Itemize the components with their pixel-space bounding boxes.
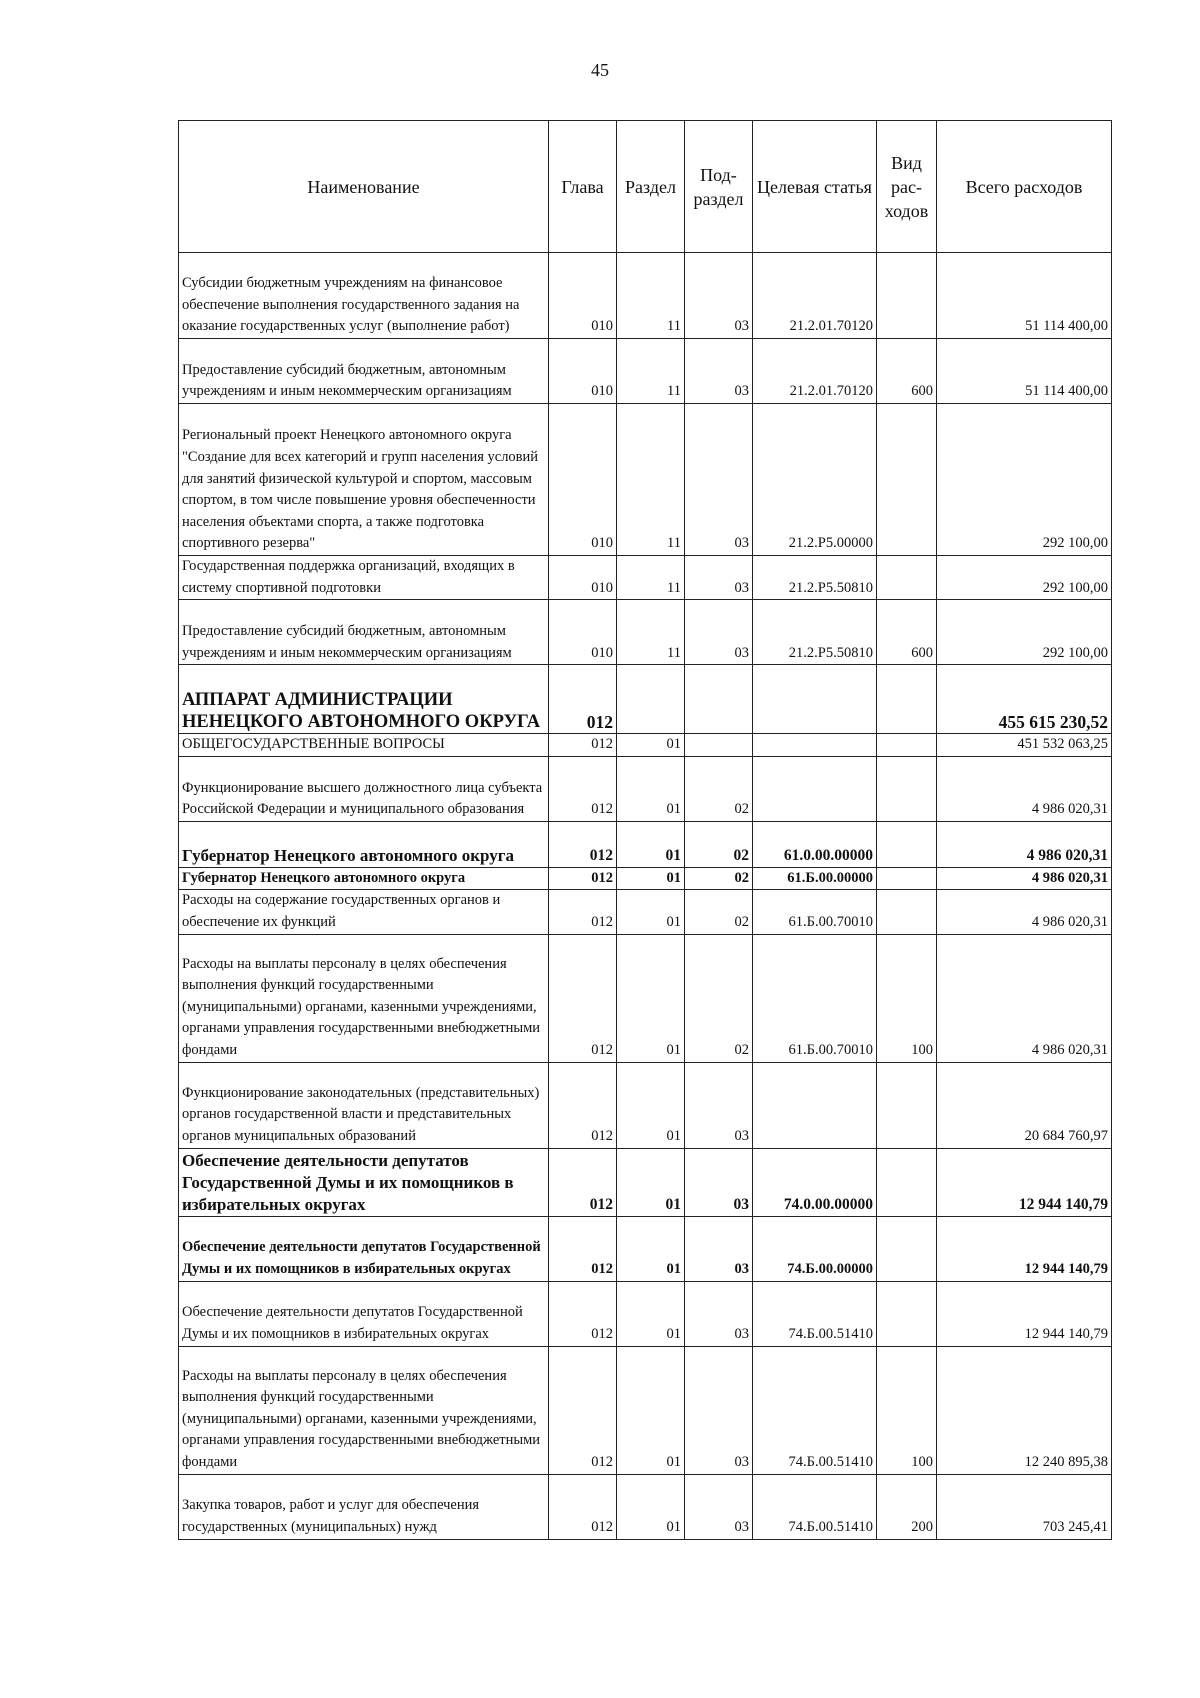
row-target: 61.Б.00.70010 xyxy=(753,934,877,1062)
table-row xyxy=(179,890,1112,934)
row-total: 12 240 895,38 xyxy=(937,1346,1112,1474)
row-target xyxy=(753,756,877,821)
row-target: 21.2.P5.50810 xyxy=(753,600,877,665)
row-subsection: 03 xyxy=(685,1216,753,1281)
header-chapter: Глава xyxy=(549,121,617,253)
row-chapter: 012 xyxy=(549,934,617,1062)
row-name: Губернатор Ненецкого автономного округа xyxy=(179,821,549,867)
table-row xyxy=(179,556,1112,600)
row-name: Расходы на выплаты персоналу в целях обеспечения выполнения функций государственными (муниципальными) органами, казенными учреждениями, органами управления государственными внебюджетными фондами xyxy=(179,1346,549,1474)
table-row xyxy=(179,1216,1112,1281)
row-total: 4 986 020,31 xyxy=(937,756,1112,821)
row-name: Губернатор Ненецкого автономного округа xyxy=(179,867,549,890)
table-row xyxy=(179,934,1112,1062)
row-type xyxy=(877,756,937,821)
row-subsection: 02 xyxy=(685,756,753,821)
row-subsection: 02 xyxy=(685,867,753,890)
row-chapter: 012 xyxy=(549,756,617,821)
row-chapter: 012 xyxy=(549,890,617,934)
table-row xyxy=(179,665,1112,734)
row-chapter: 010 xyxy=(549,339,617,404)
row-name: Обеспечение деятельности депутатов Государственной Думы и их помощников в избирательных округах xyxy=(179,1216,549,1281)
row-type: 100 xyxy=(877,934,937,1062)
table-header xyxy=(179,121,1112,253)
page-number: 45 xyxy=(591,60,609,80)
row-type: 600 xyxy=(877,600,937,665)
row-section: 11 xyxy=(617,556,685,600)
row-subsection: 03 xyxy=(685,1062,753,1148)
row-name: Расходы на выплаты персоналу в целях обеспечения выполнения функций государственными (муниципальными) органами, казенными учреждениями, органами управления государственными внебюджетными фондами xyxy=(179,934,549,1062)
row-subsection: 03 xyxy=(685,1346,753,1474)
row-section: 01 xyxy=(617,867,685,890)
row-target: 21.2.P5.00000 xyxy=(753,404,877,556)
row-type: 600 xyxy=(877,339,937,404)
row-chapter: 012 xyxy=(549,734,617,757)
row-type: 100 xyxy=(877,1346,937,1474)
row-section: 01 xyxy=(617,1148,685,1216)
row-total: 4 986 020,31 xyxy=(937,821,1112,867)
row-type xyxy=(877,556,937,600)
row-chapter: 010 xyxy=(549,404,617,556)
row-target: 74.Б.00.51410 xyxy=(753,1346,877,1474)
row-target xyxy=(753,665,877,734)
row-total: 12 944 140,79 xyxy=(937,1216,1112,1281)
row-chapter: 010 xyxy=(549,253,617,339)
row-section: 01 xyxy=(617,1474,685,1539)
row-target: 61.Б.00.00000 xyxy=(753,867,877,890)
row-name: Предоставление субсидий бюджетным, автономным учреждениям и иным некоммерческим организациям xyxy=(179,339,549,404)
row-total: 4 986 020,31 xyxy=(937,890,1112,934)
row-target: 21.2.P5.50810 xyxy=(753,556,877,600)
row-total: 455 615 230,52 xyxy=(937,665,1112,734)
row-total: 51 114 400,00 xyxy=(937,339,1112,404)
row-section: 01 xyxy=(617,1062,685,1148)
row-section: 01 xyxy=(617,1216,685,1281)
row-section: 01 xyxy=(617,734,685,757)
row-type xyxy=(877,1062,937,1148)
row-name: Закупка товаров, работ и услуг для обеспечения государственных (муниципальных) нужд xyxy=(179,1474,549,1539)
table-row xyxy=(179,1281,1112,1346)
row-chapter: 012 xyxy=(549,1216,617,1281)
row-name: Государственная поддержка организаций, входящих в систему спортивной подготовки xyxy=(179,556,549,600)
row-subsection: 03 xyxy=(685,600,753,665)
row-total: 703 245,41 xyxy=(937,1474,1112,1539)
table-row xyxy=(179,253,1112,339)
row-chapter: 012 xyxy=(549,1346,617,1474)
table-row xyxy=(179,867,1112,890)
row-type xyxy=(877,1216,937,1281)
row-target: 21.2.01.70120 xyxy=(753,253,877,339)
table-row xyxy=(179,734,1112,757)
row-type xyxy=(877,1148,937,1216)
row-target: 74.Б.00.00000 xyxy=(753,1216,877,1281)
table-row xyxy=(179,404,1112,556)
row-type xyxy=(877,734,937,757)
row-target: 74.Б.00.51410 xyxy=(753,1474,877,1539)
row-chapter: 012 xyxy=(549,821,617,867)
row-subsection: 02 xyxy=(685,821,753,867)
row-section: 01 xyxy=(617,821,685,867)
row-subsection: 03 xyxy=(685,1474,753,1539)
table-row xyxy=(179,339,1112,404)
row-total: 12 944 140,79 xyxy=(937,1148,1112,1216)
row-name: Обеспечение деятельности депутатов Государственной Думы и их помощников в избирательных округах xyxy=(179,1281,549,1346)
row-name: ОБЩЕГОСУДАРСТВЕННЫЕ ВОПРОСЫ xyxy=(179,734,549,757)
table-row xyxy=(179,821,1112,867)
row-chapter: 010 xyxy=(549,600,617,665)
row-chapter: 012 xyxy=(549,1062,617,1148)
row-target: 74.Б.00.51410 xyxy=(753,1281,877,1346)
table-row xyxy=(179,1062,1112,1148)
header-name: Наименование xyxy=(179,121,549,253)
row-target: 61.0.00.00000 xyxy=(753,821,877,867)
row-name: Расходы на содержание государственных органов и обеспечение их функций xyxy=(179,890,549,934)
table-row xyxy=(179,1346,1112,1474)
row-subsection: 03 xyxy=(685,339,753,404)
row-type xyxy=(877,404,937,556)
row-subsection: 03 xyxy=(685,404,753,556)
row-chapter: 012 xyxy=(549,665,617,734)
row-total: 292 100,00 xyxy=(937,404,1112,556)
header-target: Целевая статья xyxy=(753,121,877,253)
row-section xyxy=(617,665,685,734)
row-subsection xyxy=(685,665,753,734)
row-section: 01 xyxy=(617,1281,685,1346)
header-subsection: Под- раздел xyxy=(685,121,753,253)
row-name: Региональный проект Ненецкого автономного округа "Создание для всех категорий и групп населения условий для занятий физической культурой и спортом, массовым спортом, в том числе повышение уровня обеспеченности населения объектами спорта, а также подготовка спортивного резерва" xyxy=(179,404,549,556)
row-target: 21.2.01.70120 xyxy=(753,339,877,404)
row-name: Обеспечение деятельности депутатов Государственной Думы и их помощников в избирательных округах xyxy=(179,1148,549,1216)
row-subsection xyxy=(685,734,753,757)
row-total: 12 944 140,79 xyxy=(937,1281,1112,1346)
row-section: 11 xyxy=(617,253,685,339)
row-name: Функционирование законодательных (представительных) органов государственной власти и представительных органов муниципальных образований xyxy=(179,1062,549,1148)
row-type xyxy=(877,890,937,934)
row-section: 11 xyxy=(617,339,685,404)
row-chapter: 012 xyxy=(549,1148,617,1216)
row-subsection: 03 xyxy=(685,253,753,339)
row-total: 51 114 400,00 xyxy=(937,253,1112,339)
row-section: 01 xyxy=(617,756,685,821)
row-type: 200 xyxy=(877,1474,937,1539)
row-name: Функционирование высшего должностного лица субъекта Российской Федерации и муниципального образования xyxy=(179,756,549,821)
row-subsection: 03 xyxy=(685,1148,753,1216)
row-chapter: 010 xyxy=(549,556,617,600)
row-name: Субсидии бюджетным учреждениям на финансовое обеспечение выполнения государственного задания на оказание государственных услуг (выполнение работ) xyxy=(179,253,549,339)
row-type xyxy=(877,821,937,867)
row-section: 01 xyxy=(617,890,685,934)
budget-table xyxy=(178,120,1112,1540)
table-row xyxy=(179,1474,1112,1539)
row-total: 20 684 760,97 xyxy=(937,1062,1112,1148)
row-chapter: 012 xyxy=(549,1281,617,1346)
row-total: 292 100,00 xyxy=(937,600,1112,665)
row-type xyxy=(877,867,937,890)
header-expense-type: Вид рас- ходов xyxy=(877,121,937,253)
table-row xyxy=(179,756,1112,821)
row-total: 4 986 020,31 xyxy=(937,867,1112,890)
row-target: 74.0.00.00000 xyxy=(753,1148,877,1216)
row-target xyxy=(753,734,877,757)
row-total: 451 532 063,25 xyxy=(937,734,1112,757)
row-subsection: 03 xyxy=(685,1281,753,1346)
row-subsection: 03 xyxy=(685,556,753,600)
row-section: 01 xyxy=(617,934,685,1062)
row-name: АППАРАТ АДМИНИСТРАЦИИ НЕНЕЦКОГО АВТОНОМНОГО ОКРУГА xyxy=(179,665,549,734)
row-total: 4 986 020,31 xyxy=(937,934,1112,1062)
row-type xyxy=(877,253,937,339)
row-chapter: 012 xyxy=(549,867,617,890)
row-target: 61.Б.00.70010 xyxy=(753,890,877,934)
header-section: Раздел xyxy=(617,121,685,253)
row-type xyxy=(877,665,937,734)
row-subsection: 02 xyxy=(685,934,753,1062)
table-row xyxy=(179,600,1112,665)
row-type xyxy=(877,1281,937,1346)
row-subsection: 02 xyxy=(685,890,753,934)
row-section: 11 xyxy=(617,600,685,665)
row-total: 292 100,00 xyxy=(937,556,1112,600)
row-name: Предоставление субсидий бюджетным, автономным учреждениям и иным некоммерческим организациям xyxy=(179,600,549,665)
header-total: Всего расходов xyxy=(937,121,1112,253)
table-row xyxy=(179,1148,1112,1216)
row-section: 11 xyxy=(617,404,685,556)
row-target xyxy=(753,1062,877,1148)
row-chapter: 012 xyxy=(549,1474,617,1539)
row-section: 01 xyxy=(617,1346,685,1474)
